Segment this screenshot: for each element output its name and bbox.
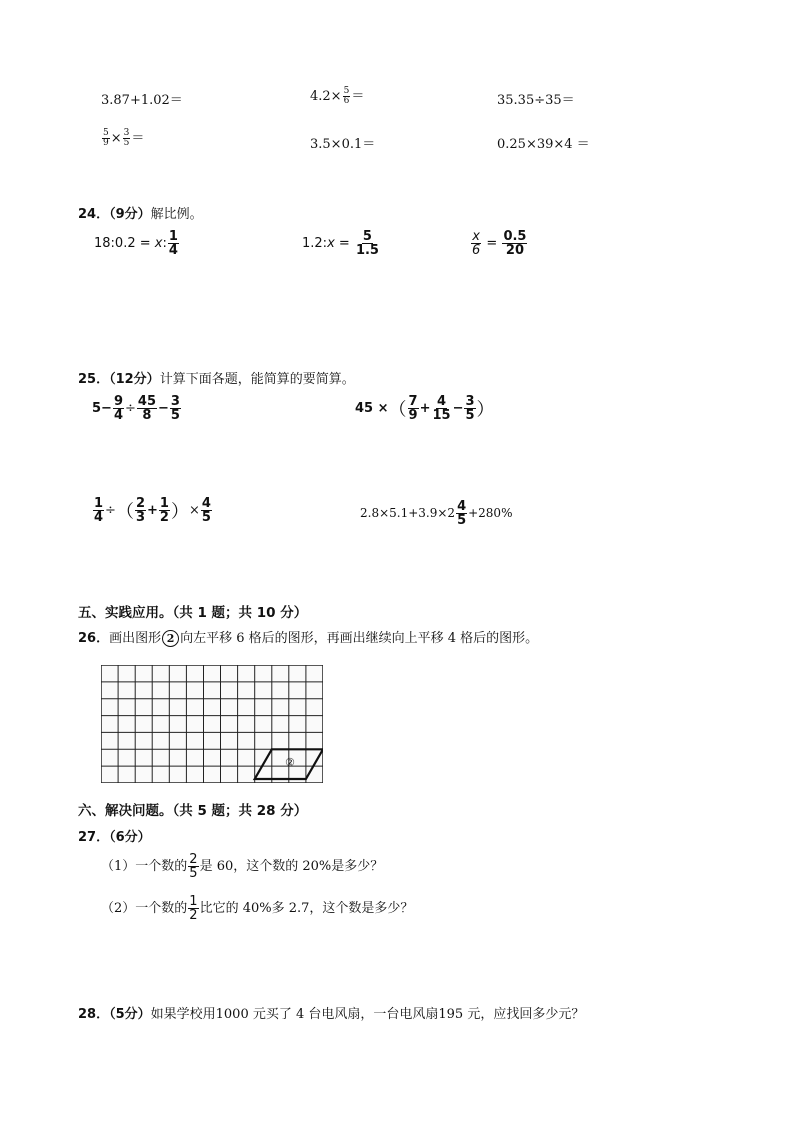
fraction: [93, 497, 104, 524]
shape-label: ②: [285, 756, 295, 769]
fraction: [123, 129, 131, 148]
numerator: 7: [408, 394, 418, 409]
denominator: 3: [135, 510, 145, 525]
q25-header: [78, 368, 355, 387]
fraction: [188, 853, 198, 880]
left-paren: （: [388, 399, 407, 421]
fraction: [502, 230, 527, 257]
section-5-title: 五、实践应用。（共 1 题；共 10 分）: [78, 605, 308, 621]
fraction: [159, 497, 170, 524]
denominator: 15: [432, 408, 451, 423]
circled-number: 2: [162, 630, 179, 647]
question-score: （5分）: [109, 1007, 151, 1022]
numerator: x: [472, 229, 480, 244]
denominator: 5: [457, 513, 467, 528]
denominator: 1.5: [355, 243, 379, 258]
right-paren: ）: [170, 501, 189, 523]
denominator: 5: [201, 510, 211, 525]
operator: +: [419, 401, 431, 416]
q23-expr-2: [310, 85, 364, 106]
left-paren: （: [115, 501, 134, 523]
question-number: 28．: [78, 1007, 110, 1022]
fraction: [188, 895, 198, 922]
operator: −: [158, 401, 169, 416]
q26-text: [78, 627, 538, 647]
denominator: 4: [168, 243, 178, 258]
q23-expr-5: [310, 133, 375, 152]
operator: :: [162, 236, 167, 251]
q25-expression-3: [92, 497, 213, 524]
denominator: 2: [159, 510, 169, 525]
numerator: 5: [343, 86, 350, 96]
fraction: [408, 395, 419, 422]
numerator: 1: [94, 496, 104, 511]
q25-expression-4: [360, 500, 512, 527]
operator: +: [147, 503, 158, 518]
operator: −: [452, 401, 464, 416]
fraction: [168, 230, 179, 257]
question-text: （2）一个数的: [101, 901, 188, 916]
q25-expression-1: [92, 395, 182, 422]
numerator: 1: [168, 229, 178, 244]
denominator: 9: [103, 138, 109, 148]
q28-text: [78, 1003, 584, 1022]
denominator: 4: [113, 408, 123, 423]
expr-text: 0.25×39×4 ＝: [497, 137, 590, 152]
operator: ×: [188, 503, 200, 518]
expr-text: ＝: [351, 89, 365, 104]
operator: ÷: [105, 503, 116, 518]
question-text: 如果学校用1000 元买了 4 台电风扇，一台电风扇195 元，应找回多少元？: [150, 1007, 585, 1022]
q23-expr-3: [497, 89, 575, 108]
q27-part-2: [101, 895, 413, 922]
fraction: [431, 395, 451, 422]
question-score: （12分）: [109, 372, 160, 387]
numerator: 3: [465, 394, 475, 409]
q23-expr-1: [101, 89, 183, 108]
fraction: [113, 395, 124, 422]
denominator: 9: [408, 408, 418, 423]
denominator: 6: [472, 243, 481, 258]
question-instruction: 计算下面各题，能简算的要简算。: [159, 372, 355, 387]
expr-text: 1.2:: [302, 236, 328, 251]
q25-expression-2: [355, 395, 495, 422]
question-text: 画出图形: [109, 631, 162, 646]
translation-grid: [101, 665, 323, 783]
section-6-title: 六、解决问题。（共 5 题；共 28 分）: [78, 803, 308, 819]
fraction: [137, 395, 157, 422]
question-number: 24．: [78, 207, 110, 222]
expr-text: 3.5×0.1＝: [310, 137, 376, 152]
question-score: （9分）: [109, 207, 151, 222]
expr-text: ＝: [131, 131, 145, 146]
expr-text: 45 ×: [355, 401, 389, 416]
numerator: 45: [137, 394, 156, 409]
expr-text: 35.35÷35＝: [497, 93, 575, 108]
denominator: 5: [170, 408, 180, 423]
fraction: [464, 395, 475, 422]
variable: x: [327, 236, 335, 251]
numerator: 4: [457, 499, 467, 514]
fraction: [135, 497, 146, 524]
denominator: 4: [94, 510, 104, 525]
right-paren: ）: [476, 399, 495, 421]
numerator: 4: [436, 394, 447, 409]
operator: ×: [110, 131, 122, 146]
question-text: 是 60，这个数的 20%是多少？: [199, 859, 384, 874]
numerator: 4: [201, 496, 211, 511]
fraction: [343, 87, 351, 106]
numerator: 5: [362, 229, 372, 244]
numerator: 2: [135, 496, 145, 511]
numerator: 1: [189, 894, 198, 909]
numerator: 2: [189, 852, 198, 867]
operator: =: [334, 236, 354, 251]
numerator: 0.5: [503, 229, 527, 244]
q24-proportion-2: [302, 230, 381, 257]
q24-proportion-1: [94, 230, 180, 257]
denominator: 5: [465, 408, 475, 423]
denominator: 5: [123, 138, 130, 148]
expr-text: 2.8×5.1+3.9×2: [360, 506, 456, 520]
fraction: [355, 230, 380, 257]
numerator: 1: [159, 496, 169, 511]
fraction: [201, 497, 212, 524]
question-text: 比它的 40%多 2.7，这个数是多少？: [199, 901, 414, 916]
expr-text: 3.87+1.02＝: [101, 93, 183, 108]
question-number: 25．: [78, 372, 110, 387]
numerator: 3: [123, 128, 130, 138]
fraction: [456, 500, 467, 527]
q23-expr-4: [101, 127, 144, 148]
expr-text: 4.2×: [310, 89, 342, 104]
denominator: 5: [189, 866, 198, 881]
numerator: 3: [170, 394, 180, 409]
expr-text: 18:0.2 =: [94, 236, 155, 251]
denominator: 2: [189, 908, 198, 923]
operator: ÷: [125, 401, 136, 416]
fraction: [170, 395, 181, 422]
q24-header: [78, 203, 203, 222]
denominator: 6: [343, 96, 350, 106]
variable: x: [154, 236, 163, 251]
q24-proportion-3: [470, 230, 528, 257]
question-number: 27．: [78, 830, 110, 845]
question-text: （1）一个数的: [101, 859, 188, 874]
q23-expr-6: [497, 133, 590, 152]
q27-header: [78, 826, 151, 845]
expr-text: +280%: [468, 506, 513, 520]
q27-part-1: [101, 853, 383, 880]
denominator: 8: [142, 408, 152, 423]
numerator: 5: [103, 128, 109, 138]
numerator: 9: [113, 394, 123, 409]
denominator: 20: [505, 243, 525, 258]
question-text: 向左平移 6 格后的图形，再画出继续向上平移 4 格后的图形。: [180, 631, 539, 646]
expr-text: 5−: [92, 401, 112, 416]
operator: =: [482, 236, 502, 251]
question-instruction: 解比例。: [150, 207, 203, 222]
fraction: [102, 129, 110, 148]
question-number: 26．: [78, 631, 110, 646]
question-score: （6分）: [109, 830, 151, 845]
fraction: [471, 230, 481, 257]
